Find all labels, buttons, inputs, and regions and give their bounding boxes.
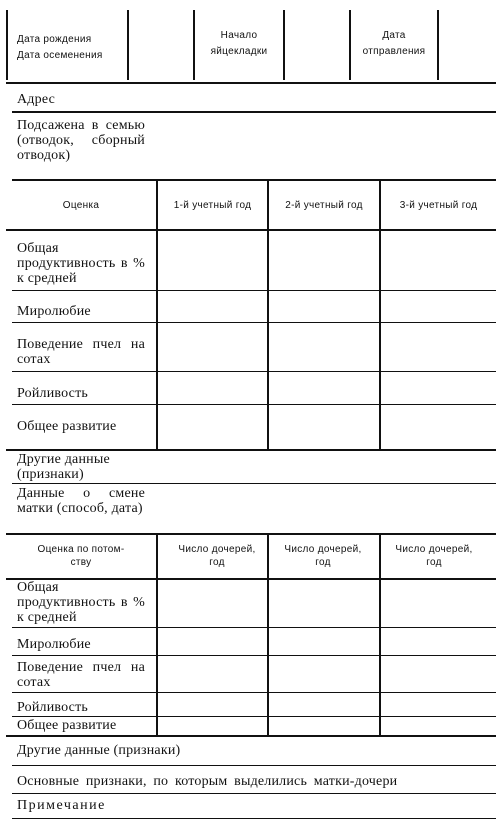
header-divider-5	[437, 10, 439, 80]
other-data-label-1: Другие данные (признаки)	[17, 452, 110, 482]
progeny-row-peacefulness: Миролюбие	[17, 637, 91, 652]
year-3-header: 3-й учетный год	[399, 200, 478, 211]
assess-col-1	[156, 181, 158, 449]
progeny-row-swarming: Ройливость	[17, 700, 88, 715]
departure-label-1: Дата	[382, 30, 406, 41]
year-2-header: 2-й учетный год	[285, 200, 363, 211]
assess-row-peacefulness: Миролюбие	[17, 304, 91, 319]
laying-start-label-2: яйцекладки	[210, 46, 268, 57]
main-features-line	[12, 793, 496, 794]
assessment-header: Оценка	[62, 200, 100, 211]
progeny-line-4	[12, 716, 496, 717]
progeny-line-1	[12, 627, 496, 628]
note-line	[12, 818, 496, 819]
other-data-label-2: Другие данные (признаки)	[17, 743, 181, 758]
assess-row-behavior: Поведение пчел на сотах	[17, 337, 145, 367]
assess-row-productivity: Общая продуктивность в % к средней	[17, 241, 145, 286]
note-label: Примечание	[17, 798, 106, 813]
queen-change-line	[6, 533, 496, 535]
progeny-col-3	[379, 535, 381, 735]
main-features-label: Основные признаки, по которым выделились матки-дочери	[17, 774, 398, 789]
address-line	[12, 111, 496, 113]
assess-bottom-line	[6, 449, 496, 451]
address-label: Адрес	[17, 92, 56, 107]
progeny-row-behavior: Поведение пчел на сотах	[17, 660, 145, 690]
progeny-header-2: ству	[70, 557, 92, 568]
mating-date-label: Дата осеменения	[17, 50, 103, 61]
assess-line-3	[12, 371, 496, 372]
progeny-bottom-line	[6, 735, 496, 737]
header-divider-1	[127, 10, 129, 80]
progeny-header-1: Оценка по потом-	[37, 544, 125, 555]
assess-line-2	[12, 322, 496, 323]
header-divider-left	[6, 10, 8, 80]
progeny-row-development: Общее развитие	[17, 718, 117, 733]
assess-row-swarming: Ройливость	[17, 386, 88, 401]
daughters-col-1: Число дочерей, год	[178, 544, 256, 568]
placed-in-colony-label: Подсажена в семью (отводок, сборный отводок)	[17, 118, 145, 163]
daughters-col-3: Число дочерей, год	[395, 544, 473, 568]
progeny-line-2	[12, 655, 496, 656]
progeny-col-2	[267, 535, 269, 735]
queen-change-label: Данные о смене матки (способ, дата)	[17, 486, 145, 516]
year-1-header: 1-й учетный год	[173, 200, 252, 211]
assess-line-4	[12, 404, 496, 405]
birth-date-label: Дата рождения	[17, 34, 92, 45]
assessment-header-line	[6, 229, 496, 231]
daughters-col-2: Число дочерей, год	[284, 544, 362, 568]
header-divider-3	[283, 10, 285, 80]
header-bottom-line	[6, 82, 496, 84]
assess-col-3	[379, 181, 381, 449]
placed-line	[12, 179, 496, 181]
progeny-col-1	[156, 535, 158, 735]
assess-line-1	[12, 290, 496, 291]
laying-start-label-1: Начало	[220, 30, 258, 41]
other-data-line-2	[12, 765, 496, 766]
assess-row-development: Общее развитие	[17, 419, 117, 434]
progeny-line-3	[12, 692, 496, 693]
progeny-row-productivity: Общая продуктивность в % к средней	[17, 580, 145, 625]
assess-col-2	[267, 181, 269, 449]
other-data-line-1	[12, 483, 496, 484]
departure-label-2: отправления	[362, 46, 426, 57]
